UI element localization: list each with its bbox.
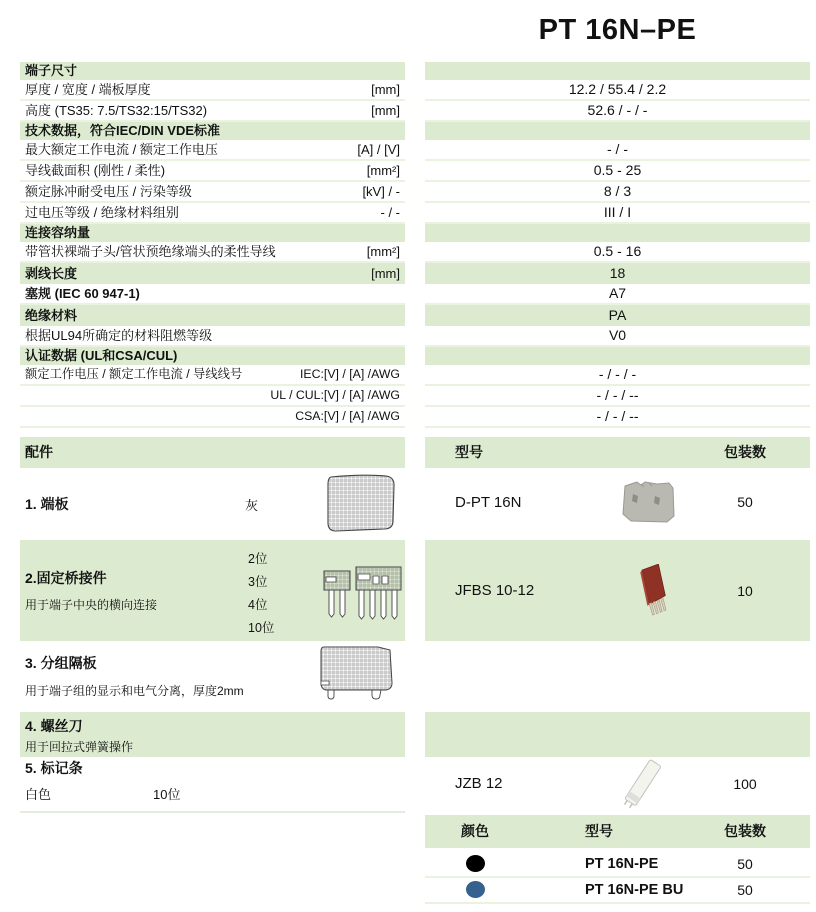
order-table-header (425, 815, 810, 848)
spec-value: 52.6 / - / - (587, 102, 648, 118)
spec-label: 认证数据 (UL和CSA/CUL) (25, 348, 178, 363)
spec-value-cell (425, 365, 810, 386)
spec-label-cell (20, 284, 405, 305)
spec-label: 额定脉冲耐受电压 / 污染等级 (25, 184, 192, 199)
spec-value: - / - (607, 141, 628, 157)
accessory-name: 4. 螺丝刀 (25, 718, 83, 734)
bridge-option: 10位 (248, 621, 275, 635)
red-bridge-photo-icon (638, 564, 668, 624)
spec-row (20, 161, 810, 182)
spec-label: 技术数据，符合IEC/DIN VDE标准 (25, 123, 221, 138)
pack-column-header: 包装数 (724, 823, 766, 839)
spec-value-cell (425, 407, 810, 428)
accessory-color-note: 白色 (25, 787, 52, 802)
order-row (425, 878, 810, 904)
spec-value: III / I (603, 204, 632, 220)
spec-label-cell (20, 326, 405, 347)
spec-label-cell (20, 263, 405, 284)
spec-value-cell (425, 224, 810, 242)
gray-end-plate-photo-icon (617, 478, 679, 528)
spec-label-cell (20, 305, 405, 326)
spec-value-cell (425, 386, 810, 407)
spec-label-cell (20, 122, 405, 140)
order-table (425, 815, 810, 904)
spec-value: - / - / -- (596, 387, 639, 403)
spec-unit: [mm] (371, 266, 400, 281)
spec-unit: [mm²] (366, 244, 400, 259)
pack-column-header: 包装数 (724, 444, 766, 460)
accessory-color-note: 灰 (245, 498, 259, 513)
spec-value-cell (425, 80, 810, 101)
bridge-drawing-icon (323, 564, 403, 626)
spec-label: 根据UL94所确定的材料阻燃等级 (25, 328, 213, 343)
bridge-option: 2位 (248, 552, 268, 566)
spec-value-cell (425, 203, 810, 224)
marker-right-cell (425, 757, 810, 813)
spec-label-cell (20, 182, 405, 203)
accessory-desc: 用于回拉式弹簧操作 (25, 740, 134, 754)
spec-value-cell (425, 242, 810, 263)
order-model: PT 16N-PE BU (585, 882, 684, 898)
spec-label-cell (20, 386, 405, 407)
spec-unit: UL / CUL:[V] / [A] /AWG (270, 388, 400, 402)
spec-row (20, 407, 810, 428)
model-column-header: 型号 (455, 444, 483, 460)
accessory-name: 2.固定桥接件 (25, 570, 107, 586)
spec-label-cell (20, 407, 405, 428)
order-row (425, 852, 810, 878)
spec-label: 连接容纳量 (25, 225, 91, 240)
spec-label-cell (20, 161, 405, 182)
spec-label-cell (20, 62, 405, 80)
spec-row (20, 263, 810, 284)
spec-unit: CSA:[V] / [A] /AWG (295, 409, 400, 423)
accessory-row-bridge (20, 540, 810, 641)
spec-row (20, 284, 810, 305)
accessories-header-row (20, 437, 810, 468)
spec-unit: [A] / [V] (357, 142, 400, 157)
spec-unit: [mm²] (366, 163, 400, 178)
spec-label: 带管状裸端子头/管状预绝缘端头的柔性导线 (25, 244, 276, 259)
spec-unit: [kV] / - (362, 184, 400, 199)
endplate-right-cell (425, 468, 810, 540)
bridge-left-cell (20, 540, 405, 641)
accessory-desc: 用于端子组的显示和电气分离，厚度2mm (25, 684, 244, 698)
spec-row (20, 203, 810, 224)
accessory-model: JZB 12 (455, 775, 503, 792)
spec-label: 绝缘材料 (25, 308, 78, 323)
spec-row (20, 122, 810, 140)
accessory-model: JFBS 10-12 (455, 582, 535, 599)
accessories-title: 配件 (25, 444, 53, 460)
spec-value-cell (425, 140, 810, 161)
end-plate-drawing-icon (320, 471, 400, 535)
order-pack-qty: 50 (737, 856, 753, 872)
spec-label: 高度 (TS35: 7.5/TS32:15/TS32) (25, 103, 208, 118)
bridge-option: 3位 (248, 575, 268, 589)
white-marker-strip-photo-icon (615, 757, 669, 813)
accessory-row-partition (20, 641, 810, 712)
accessory-row-endplate (20, 468, 810, 540)
spec-value: PA (608, 307, 627, 323)
color-dot-black (466, 855, 485, 872)
accessories-section (20, 437, 810, 813)
spec-value: V0 (608, 327, 627, 343)
spec-label: 剥线长度 (25, 266, 78, 281)
spec-row (20, 182, 810, 203)
accessory-pole-note: 10位 (153, 787, 181, 802)
screwdriver-right-cell (425, 712, 810, 757)
spec-label-cell (20, 101, 405, 122)
spec-label: 塞规 (IEC 60 947-1) (25, 286, 140, 301)
spec-row (20, 305, 810, 326)
spec-label: 厚度 / 宽度 / 端板厚度 (25, 82, 151, 97)
spec-label: 端子尺寸 (25, 63, 78, 78)
order-model: PT 16N-PE (585, 856, 659, 872)
bridge-right-cell (425, 540, 810, 641)
spec-value-cell (425, 284, 810, 305)
spec-label: 过电压等级 / 绝缘材料组别 (25, 205, 179, 220)
accessories-header-right (425, 437, 810, 468)
spec-label-cell (20, 347, 405, 365)
spec-label-cell (20, 203, 405, 224)
spec-value-cell (425, 305, 810, 326)
spec-value: 18 (609, 265, 626, 281)
spec-value-cell (425, 161, 810, 182)
spec-row (20, 140, 810, 161)
spec-row (20, 101, 810, 122)
spec-value: 12.2 / 55.4 / 2.2 (568, 81, 667, 97)
spec-label-cell (20, 242, 405, 263)
screwdriver-left-cell (20, 712, 405, 757)
spec-value: 8 / 3 (603, 183, 632, 199)
accessory-pack-qty: 10 (737, 583, 753, 599)
spec-value-cell (425, 182, 810, 203)
accessory-pack-qty: 100 (733, 776, 757, 792)
spec-label-cell (20, 140, 405, 161)
spec-value: - / - / -- (596, 408, 639, 424)
order-pack-qty: 50 (737, 882, 753, 898)
spec-row (20, 347, 810, 365)
spec-row (20, 224, 810, 242)
spec-value: A7 (608, 285, 627, 301)
partition-right-cell (425, 641, 810, 712)
spec-value-cell (425, 347, 810, 365)
spec-label-cell (20, 365, 405, 386)
accessory-row-screwdriver (20, 712, 810, 757)
spec-value-cell (425, 101, 810, 122)
spec-value-cell (425, 122, 810, 140)
spec-unit: IEC:[V] / [A] /AWG (300, 367, 400, 381)
spec-value-cell (425, 62, 810, 80)
spec-row (20, 242, 810, 263)
page-title: PT 16N–PE (538, 14, 697, 46)
spec-value-cell (425, 263, 810, 284)
accessory-row-marker (20, 757, 810, 813)
spec-unit: [mm] (371, 103, 400, 118)
accessory-model: D-PT 16N (455, 494, 522, 511)
bridge-option: 4位 (248, 598, 268, 612)
accessories-header (20, 437, 405, 468)
accessory-name: 5. 标记条 (25, 760, 83, 776)
marker-left-cell (20, 757, 405, 813)
spec-label-cell (20, 80, 405, 101)
spec-unit: - / - (380, 205, 400, 220)
spec-value: - / - / - (598, 366, 637, 382)
spec-value: 0.5 - 25 (593, 162, 642, 178)
model-column-header: 型号 (585, 823, 613, 839)
accessory-pack-qty: 50 (737, 494, 753, 510)
endplate-left-cell (20, 468, 405, 540)
accessory-name: 3. 分组隔板 (25, 655, 97, 671)
spec-row (20, 386, 810, 407)
spec-row (20, 62, 810, 80)
spec-label: 最大额定工作电流 / 额定工作电压 (25, 142, 218, 157)
spec-label: 额定工作电压 / 额定工作电流 / 导线线号 (25, 367, 243, 381)
spec-table (20, 62, 810, 428)
spec-value-cell (425, 326, 810, 347)
partition-left-cell (20, 641, 405, 712)
spec-row (20, 365, 810, 386)
color-dot-blue (466, 881, 485, 898)
spec-label: 导线截面积 (刚性 / 柔性) (25, 163, 166, 178)
accessory-desc: 用于端子中央的横向连接 (25, 598, 158, 612)
spec-unit: [mm] (371, 82, 400, 97)
spec-row (20, 80, 810, 101)
partition-drawing-icon (316, 643, 400, 705)
spec-row (20, 326, 810, 347)
accessory-name: 1. 端板 (25, 496, 69, 512)
spec-value: 0.5 - 16 (593, 243, 642, 259)
bridge-pole-options (248, 548, 274, 640)
color-column-header: 颜色 (461, 823, 489, 839)
spec-label-cell (20, 224, 405, 242)
